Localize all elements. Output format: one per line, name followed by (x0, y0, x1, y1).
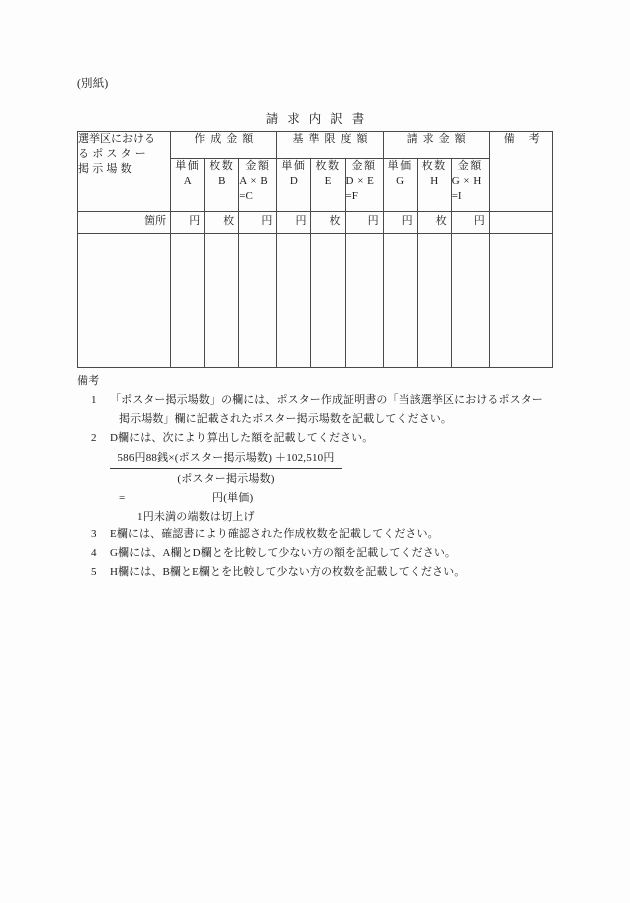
note-number: 3 (91, 528, 97, 540)
entry-remarks[interactable] (489, 234, 552, 368)
page-title: 請求内訳書 (265, 112, 374, 126)
subheader-code: G (396, 175, 405, 187)
subheader-code: E (324, 175, 332, 187)
entry-c[interactable] (239, 234, 277, 368)
subheader-unit-price-d (277, 159, 311, 212)
note-item-3 (77, 525, 567, 544)
subheader-label: 単価 (175, 160, 201, 172)
attachment-label: (別紙) (77, 78, 109, 90)
unit-g: 円 (383, 212, 417, 234)
rounding-note: 1円未満の端数は切上げ (137, 511, 255, 523)
note-line: G欄には、A欄とD欄とを比較して少ない方の額を記載してください。 (110, 547, 457, 559)
unit-price-formula (77, 449, 567, 525)
note-number: 2 (91, 432, 97, 444)
subheader-label: 枚数 (209, 160, 235, 172)
unit-poster-count: 箇所 (78, 212, 171, 234)
note-number: 1 (91, 394, 97, 406)
subheader-sheets-e (311, 159, 345, 212)
note-item-2 (77, 429, 567, 448)
note-item-5 (77, 563, 567, 582)
equals-sign: = (119, 492, 126, 504)
subheader-code: A (183, 175, 192, 187)
table-entry-row (78, 234, 553, 368)
formula-fraction (110, 449, 342, 488)
note-item-1 (77, 391, 567, 429)
note-line: D欄には、次により算出した額を記載してください。 (110, 432, 374, 444)
subheader-label: 単価 (281, 160, 307, 172)
subheader-result-code: =I (451, 190, 462, 202)
unit-e: 枚 (311, 212, 345, 234)
entry-h[interactable] (417, 234, 451, 368)
unit-f: 円 (345, 212, 383, 234)
group-header-standard-limit-amount: 基準限度額 (277, 132, 383, 159)
note-number: 5 (91, 566, 97, 578)
entry-poster-count[interactable] (78, 234, 171, 368)
invoice-breakdown-table (77, 131, 553, 368)
subheader-label: 枚数 (315, 160, 341, 172)
formula-result: 円(単価) (212, 492, 254, 504)
subheader-label: 単価 (387, 160, 413, 172)
remarks-column-header: 備考 (489, 132, 552, 212)
group-header-production-amount: 作成金額 (171, 132, 277, 159)
table-header-group-row (78, 132, 553, 159)
subheader-amount-f (345, 159, 383, 212)
unit-i: 円 (451, 212, 489, 234)
poster-header-line1: 選挙区における (78, 133, 155, 145)
unit-c: 円 (239, 212, 277, 234)
subheader-unit-price-g (383, 159, 417, 212)
subheader-formula: G × H (451, 175, 482, 187)
unit-h: 枚 (417, 212, 451, 234)
entry-i[interactable] (451, 234, 489, 368)
subheader-label: 金額 (457, 160, 483, 172)
subheader-formula: A × B (239, 175, 269, 187)
unit-remarks (489, 212, 552, 234)
subheader-label: 金額 (351, 160, 377, 172)
entry-e[interactable] (311, 234, 345, 368)
entry-a[interactable] (171, 234, 205, 368)
subheader-unit-price-a (171, 159, 205, 212)
entry-b[interactable] (205, 234, 239, 368)
subheader-result-code: =F (345, 190, 358, 202)
entry-d[interactable] (277, 234, 311, 368)
subheader-code: H (430, 175, 439, 187)
subheader-label: 金額 (245, 160, 271, 172)
note-line: E欄には、確認書により確認された作成枚数を記載してください。 (110, 528, 439, 540)
formula-denominator: (ポスター掲示場数) (177, 473, 275, 485)
table-unit-row (78, 212, 553, 234)
unit-d: 円 (277, 212, 311, 234)
note-line: 「ポスター掲示場数」の欄には、ポスター作成証明書の「当該選挙区におけるポスター (110, 394, 543, 406)
subheader-code: D (289, 175, 298, 187)
poster-count-header-cell (78, 132, 171, 212)
subheader-code: B (218, 175, 226, 187)
subheader-amount-c (239, 159, 277, 212)
poster-header-line2: るポスター (78, 148, 149, 160)
note-item-4 (77, 544, 567, 563)
subheader-amount-i (451, 159, 489, 212)
subheader-formula: D × E (345, 175, 375, 187)
poster-header-line3: 掲示場数 (78, 163, 135, 175)
subheader-sheets-b (205, 159, 239, 212)
unit-b: 枚 (205, 212, 239, 234)
unit-a: 円 (171, 212, 205, 234)
note-line: 掲示場数」欄に記載されたポスター掲示場数を記載してください。 (119, 413, 452, 425)
note-line: H欄には、B欄とE欄とを比較して少ない方の枚数を記載してください。 (110, 566, 466, 578)
group-header-claim-amount: 請求金額 (383, 132, 489, 159)
notes-title: 備考 (77, 375, 100, 387)
note-number: 4 (91, 547, 97, 559)
formula-numerator: 586円88銭×(ポスター掲示場数) ＋102,510円 (110, 449, 342, 469)
entry-g[interactable] (383, 234, 417, 368)
subheader-result-code: =C (239, 190, 253, 202)
subheader-sheets-h (417, 159, 451, 212)
notes-section (77, 372, 567, 582)
subheader-label: 枚数 (421, 160, 447, 172)
entry-f[interactable] (345, 234, 383, 368)
